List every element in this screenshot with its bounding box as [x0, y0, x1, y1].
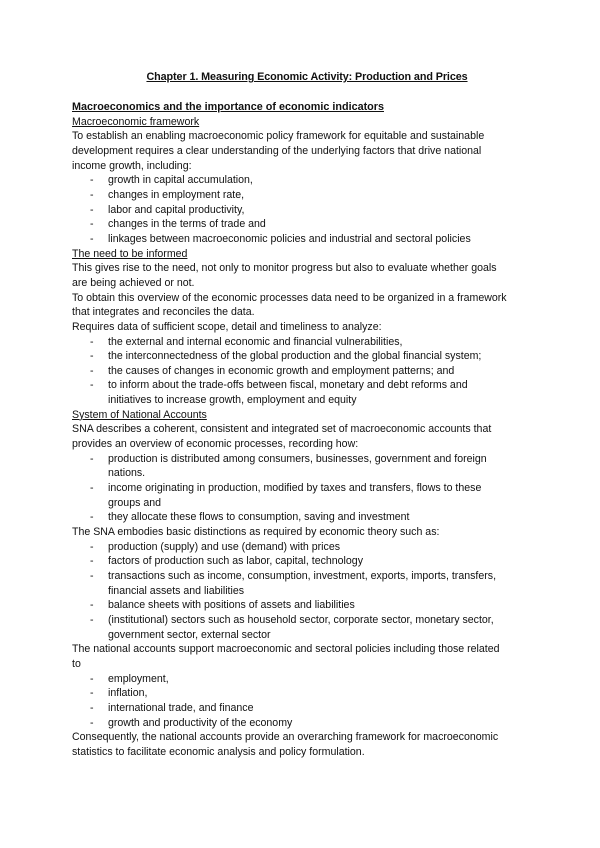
document-body	[72, 115, 542, 760]
bullet-item: - changes in employment rate,	[72, 188, 542, 203]
paragraph-line: Requires data of sufficient scope, detail and timeliness to analyze:	[72, 320, 382, 333]
paragraph-line: SNA describes a coherent, consistent and integrated set of macroeconomic accounts that	[72, 423, 492, 436]
bullet-item: - (institutional) sectors such as household sector, corporate sector, monetary sector,	[72, 613, 542, 628]
paragraph-line: development requires a clear understanding of the underlying factors that drive national	[72, 144, 482, 157]
bullet-continuation: government sector, external sector	[108, 628, 271, 641]
paragraph-line: that integrates and reconciles the data.	[72, 306, 255, 319]
bullet-continuation: groups and	[108, 496, 162, 509]
bullet-item: - production (supply) and use (demand) with prices	[72, 540, 542, 555]
bullet-continuation: financial assets and liabilities	[108, 584, 245, 597]
paragraph-line: to	[72, 657, 81, 670]
bullet-item: - transactions such as income, consumption, investment, exports, imports, transfers,	[72, 569, 542, 584]
bullet-item: - they allocate these flows to consumption, saving and investment	[72, 510, 542, 525]
chapter-title: Chapter 1. Measuring Economic Activity: Production and Prices	[146, 71, 468, 83]
bullet-item: - growth and productivity of the economy	[72, 716, 542, 731]
paragraph-line: statistics to facilitate economic analysis and policy formulation.	[72, 745, 365, 758]
bullet-item: - growth in capital accumulation,	[72, 173, 542, 188]
subheading: System of National Accounts	[72, 408, 207, 421]
bullet-item: - employment,	[72, 672, 542, 687]
paragraph-line: provides an overview of economic processes, recording how:	[72, 438, 359, 451]
bullet-item: - international trade, and finance	[72, 701, 542, 716]
paragraph-line: The SNA embodies basic distinctions as required by economic theory such as:	[72, 526, 440, 539]
section-heading: Macroeconomics and the importance of economic indicators	[72, 101, 384, 113]
bullet-item: - the causes of changes in economic growth and employment patterns; and	[72, 364, 542, 379]
paragraph-line: Consequently, the national accounts provide an overarching framework for macroeconomic	[72, 731, 499, 744]
bullet-continuation: nations.	[108, 467, 146, 480]
bullet-item: - linkages between macroeconomic policies and industrial and sectoral policies	[72, 232, 542, 247]
paragraph-line: To establish an enabling macroeconomic policy framework for equitable and sustainable	[72, 130, 485, 143]
bullet-item: - the interconnectedness of the global production and the global financial system;	[72, 349, 542, 364]
bullet-item: - balance sheets with positions of assets and liabilities	[72, 598, 542, 613]
bullet-continuation: initiatives to increase growth, employment and equity	[108, 394, 357, 407]
bullet-item: - labor and capital productivity,	[72, 203, 542, 218]
bullet-item: - inflation,	[72, 686, 542, 701]
bullet-item: - factors of production such as labor, capital, technology	[72, 554, 542, 569]
document-page	[72, 70, 542, 760]
paragraph-line: are being achieved or not.	[72, 276, 195, 289]
subheading: The need to be informed	[72, 247, 188, 260]
paragraph-line: This gives rise to the need, not only to monitor progress but also to evaluate whether goals	[72, 262, 497, 275]
paragraph-line: The national accounts support macroeconomic and sectoral policies including those related	[72, 643, 500, 656]
bullet-item: - production is distributed among consumers, businesses, government and foreign	[72, 452, 542, 467]
bullet-item: - changes in the terms of trade and	[72, 217, 542, 232]
subheading: Macroeconomic framework	[72, 115, 200, 128]
bullet-item: - the external and internal economic and financial vulnerabilities,	[72, 335, 542, 350]
bullet-item: - to inform about the trade-offs between fiscal, monetary and debt reforms and	[72, 378, 542, 393]
bullet-item: - income originating in production, modified by taxes and transfers, flows to these	[72, 481, 542, 496]
paragraph-line: To obtain this overview of the economic processes data need to be organized in a framework	[72, 291, 507, 304]
paragraph-line: income growth, including:	[72, 159, 192, 172]
